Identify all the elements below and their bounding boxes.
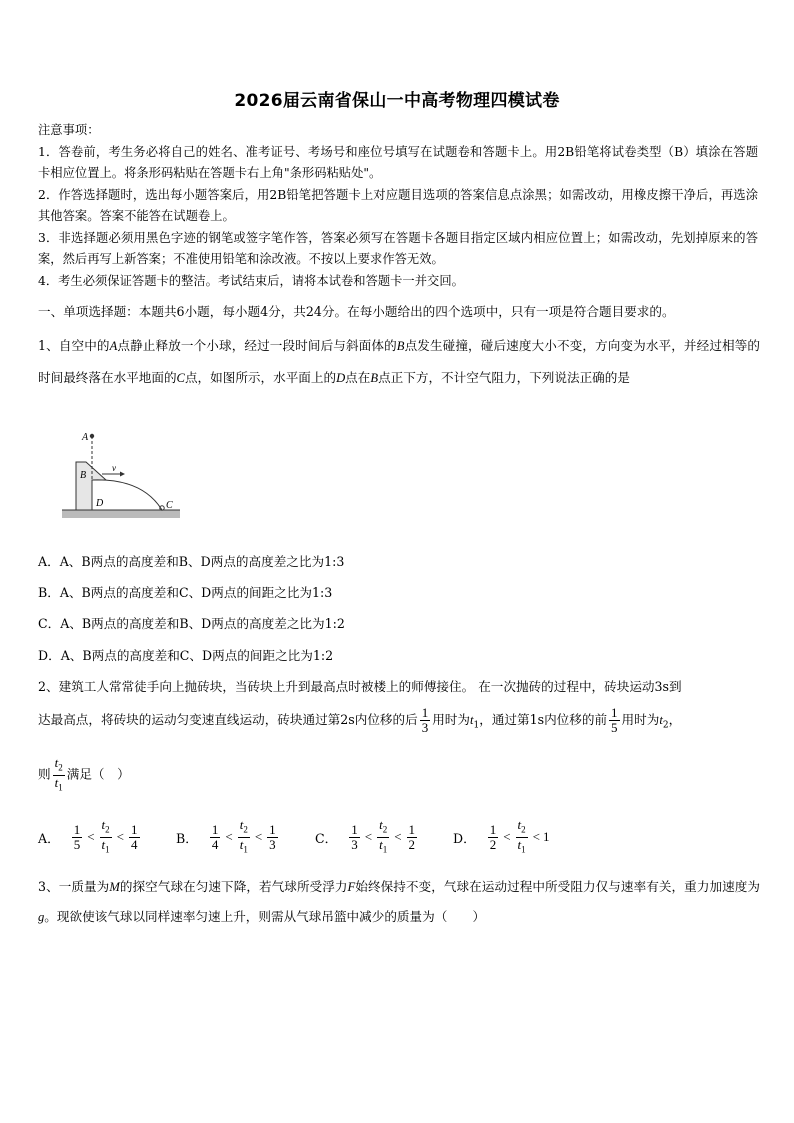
section-heading: 一、单项选择题：本题共6小题，每小题4分，共24分。在每小题给出的四个选项中，只有一项是符合题目要求的。 bbox=[38, 304, 675, 319]
less-than: < bbox=[116, 829, 125, 845]
denominator bbox=[238, 838, 250, 857]
denominator bbox=[100, 838, 112, 857]
q1-text: 点，如图所示，水平面上的 bbox=[184, 370, 337, 385]
q2-text: 用时为 bbox=[621, 712, 660, 727]
less-than: < bbox=[364, 829, 373, 845]
q1-text: 1、自空中的 bbox=[38, 338, 110, 353]
numerator: 1 bbox=[131, 821, 138, 837]
denominator: 4 bbox=[131, 836, 138, 852]
denominator bbox=[53, 776, 65, 795]
var-D: D bbox=[336, 371, 346, 385]
q1-text: 点正下方，不计空气阻力，下列说法正确的是 bbox=[378, 370, 630, 385]
denominator: 2 bbox=[408, 836, 416, 852]
q3-text: 始终保持不变，气球在运动过程中所受阻力仅与速率有关，重力加速度为 bbox=[355, 879, 761, 894]
q2-option-d[interactable] bbox=[453, 818, 550, 856]
label-A: A bbox=[82, 432, 89, 443]
var-M: M bbox=[109, 880, 120, 894]
subscript: 2 bbox=[243, 824, 248, 835]
less-than: < bbox=[225, 829, 233, 845]
var-A: A bbox=[109, 339, 118, 353]
less-than: < bbox=[394, 829, 402, 845]
denominator: 4 bbox=[211, 836, 219, 852]
question-3 bbox=[38, 872, 760, 932]
instruction-item: 3．非选择题必须用黑色字迹的钢笔或签字笔作答，答案必须写在答题卡各题目指定区域内相应位置上；如需改动，先划掉原来的答案，然后再写上新答案；不准使用铅笔和涂改液。不按以上要求作答无效。 bbox=[38, 230, 758, 266]
numerator: 1 bbox=[611, 705, 618, 720]
less-than: < bbox=[254, 829, 263, 845]
question-2 bbox=[38, 676, 760, 698]
var-t: t bbox=[54, 755, 59, 770]
fraction bbox=[267, 823, 278, 852]
fraction bbox=[72, 823, 83, 852]
numerator: 1 bbox=[408, 821, 416, 837]
numerator bbox=[238, 818, 250, 838]
q2-option-b[interactable] bbox=[176, 818, 280, 856]
q1-option-c[interactable]: C．A、B两点的高度差和B、D两点的高度差之比为1:2 bbox=[38, 616, 345, 631]
ratio-fraction bbox=[100, 818, 112, 856]
var-g: g bbox=[38, 910, 45, 924]
q1-text: 点静止释放一个小球，经过一段时间后与斜面体的 bbox=[117, 338, 397, 353]
numerator bbox=[377, 818, 389, 838]
q3-text: 的探空气球在匀速下降，若气球所受浮力 bbox=[119, 879, 348, 894]
var-t: t bbox=[54, 774, 59, 790]
denominator bbox=[377, 838, 389, 857]
q2-text: 用时为 bbox=[432, 712, 470, 727]
instruction-item: 1．答卷前，考生务必将自己的姓名、准考证号、考场号和座位号填写在试题卷和答题卡上。用2B铅笔将试卷类型（B）填涂在答题卡相应位置上。将条形码粘贴在答题卡右上角"条形码粘贴处"。 bbox=[38, 144, 758, 180]
subscript: 2 bbox=[521, 824, 526, 835]
option-label: D． bbox=[453, 830, 476, 846]
fraction bbox=[488, 823, 499, 852]
q2-text: ，通过第1s内位移的前 bbox=[479, 712, 608, 727]
var-F: F bbox=[347, 880, 356, 894]
ratio-fraction bbox=[53, 756, 65, 794]
var-t: t bbox=[101, 836, 106, 852]
numerator: 1 bbox=[489, 821, 497, 837]
q1-option-a[interactable]: A．A、B两点的高度差和B、D两点的高度差之比为1:3 bbox=[38, 554, 345, 569]
label-D: D bbox=[96, 498, 104, 509]
instruction-item: 4．考生必须保证答题卡的整洁。考试结束后，请将本试卷和答题卡一并交回。 bbox=[38, 273, 464, 288]
fraction bbox=[129, 823, 140, 852]
var-B: B bbox=[396, 339, 405, 353]
fraction bbox=[420, 706, 431, 735]
q1-text: 点发生碰撞，碰后速度大小不变，方向变为水平，并经过相等的时间最终落在水平地面的 bbox=[38, 338, 761, 385]
point-A bbox=[90, 434, 94, 438]
denominator: 5 bbox=[611, 720, 618, 735]
label-B: B bbox=[80, 470, 87, 481]
ratio-fraction bbox=[238, 818, 250, 856]
q2-option-c[interactable] bbox=[315, 818, 419, 856]
var-t: t bbox=[379, 817, 383, 832]
subscript: 2 bbox=[58, 762, 63, 773]
label-v: v bbox=[112, 463, 116, 473]
q1-text: 点在 bbox=[345, 370, 371, 385]
var-t: t bbox=[239, 817, 244, 832]
var-t: t bbox=[101, 817, 106, 832]
subscript: 1 bbox=[521, 844, 526, 855]
subscript: 1 bbox=[58, 782, 63, 793]
question-1 bbox=[38, 330, 760, 394]
var-t: t bbox=[517, 817, 522, 832]
ratio-fraction bbox=[516, 818, 528, 856]
less-than: < bbox=[532, 829, 541, 845]
denominator: 2 bbox=[489, 836, 497, 852]
arrow-head bbox=[120, 472, 125, 477]
question-2-line2 bbox=[38, 702, 760, 744]
page-title: 2026届云南省保山一中高考物理四模试卷 bbox=[234, 91, 560, 111]
numerator: 1 bbox=[211, 821, 219, 837]
option-label: A． bbox=[38, 830, 60, 846]
q3-text: 。现欲使该气球以同样速率匀速上升，则需从气球吊篮中减少的质量为（ ） bbox=[44, 909, 486, 924]
q1-option-d[interactable]: D．A、B两点的高度差和C、D两点的间距之比为1:2 bbox=[38, 648, 334, 663]
subscript: 2 bbox=[105, 824, 110, 835]
var-t: t bbox=[517, 836, 522, 852]
var-t: t bbox=[659, 713, 663, 727]
q1-option-b[interactable]: B．A、B两点的高度差和C、D两点的间距之比为1:3 bbox=[38, 585, 333, 600]
option-label: C． bbox=[315, 830, 338, 846]
var-t: t bbox=[239, 836, 244, 852]
q2-text: 则 bbox=[38, 766, 51, 782]
var-B: B bbox=[370, 371, 379, 385]
q2-text: 满足（ ） bbox=[66, 766, 130, 782]
subscript: 2 bbox=[382, 824, 388, 835]
var-t: t bbox=[469, 713, 474, 727]
denominator: 3 bbox=[421, 720, 429, 735]
label-C: C bbox=[166, 500, 173, 511]
instructions bbox=[38, 120, 758, 292]
q2-line-1: 2、建筑工人常常徒手向上抛砖块，当砖块上升到最高点时被楼上的师傅接住。 在一次抛砖的过程中，砖块运动3s到 bbox=[38, 679, 682, 694]
fraction bbox=[407, 823, 418, 852]
subscript: 1 bbox=[105, 844, 110, 855]
fraction bbox=[609, 706, 620, 735]
less-than: < bbox=[503, 829, 511, 845]
denominator bbox=[516, 838, 528, 857]
q2-option-a[interactable] bbox=[38, 818, 142, 856]
question-1-stem bbox=[38, 330, 760, 394]
option-label: B． bbox=[176, 830, 198, 846]
q3-text: 3、一质量为 bbox=[38, 879, 110, 894]
numerator: 1 bbox=[351, 821, 358, 837]
ratio-fraction bbox=[377, 818, 389, 856]
denominator: 3 bbox=[351, 836, 358, 852]
fraction bbox=[349, 823, 360, 852]
less-than: < bbox=[87, 829, 95, 845]
subscript: 1 bbox=[382, 844, 388, 855]
incline-figure bbox=[62, 426, 182, 522]
q2-text: ， bbox=[668, 712, 682, 727]
numerator: 1 bbox=[421, 705, 429, 720]
ground bbox=[62, 510, 180, 518]
numerator bbox=[516, 818, 528, 838]
instruction-item: 2．作答选择题时，选出每小题答案后，用2B铅笔把答题卡上对应题目选项的答案信息点涂黑；如需改动，用橡皮擦干净后，再选涂其他答案。答案不能答在试题卷上。 bbox=[38, 187, 758, 223]
numerator bbox=[100, 818, 112, 838]
denominator: 5 bbox=[73, 836, 81, 852]
subscript: 2 bbox=[662, 720, 669, 731]
numerator: 1 bbox=[73, 821, 81, 837]
fraction bbox=[210, 823, 221, 852]
numerator: 1 bbox=[269, 821, 276, 837]
var-C: C bbox=[176, 371, 185, 385]
var-t: t bbox=[379, 836, 383, 852]
question-2-line3 bbox=[38, 756, 760, 794]
instructions-heading: 注意事项： bbox=[38, 123, 100, 137]
numerator bbox=[53, 756, 65, 776]
value-one: 1 bbox=[543, 829, 550, 845]
q2-text: 达最高点，将砖块的运动匀变速直线运动，砖块通过第2s内位移的后 bbox=[38, 712, 418, 727]
subscript: 1 bbox=[473, 720, 480, 731]
subscript: 1 bbox=[243, 844, 248, 855]
denominator: 3 bbox=[269, 836, 276, 852]
